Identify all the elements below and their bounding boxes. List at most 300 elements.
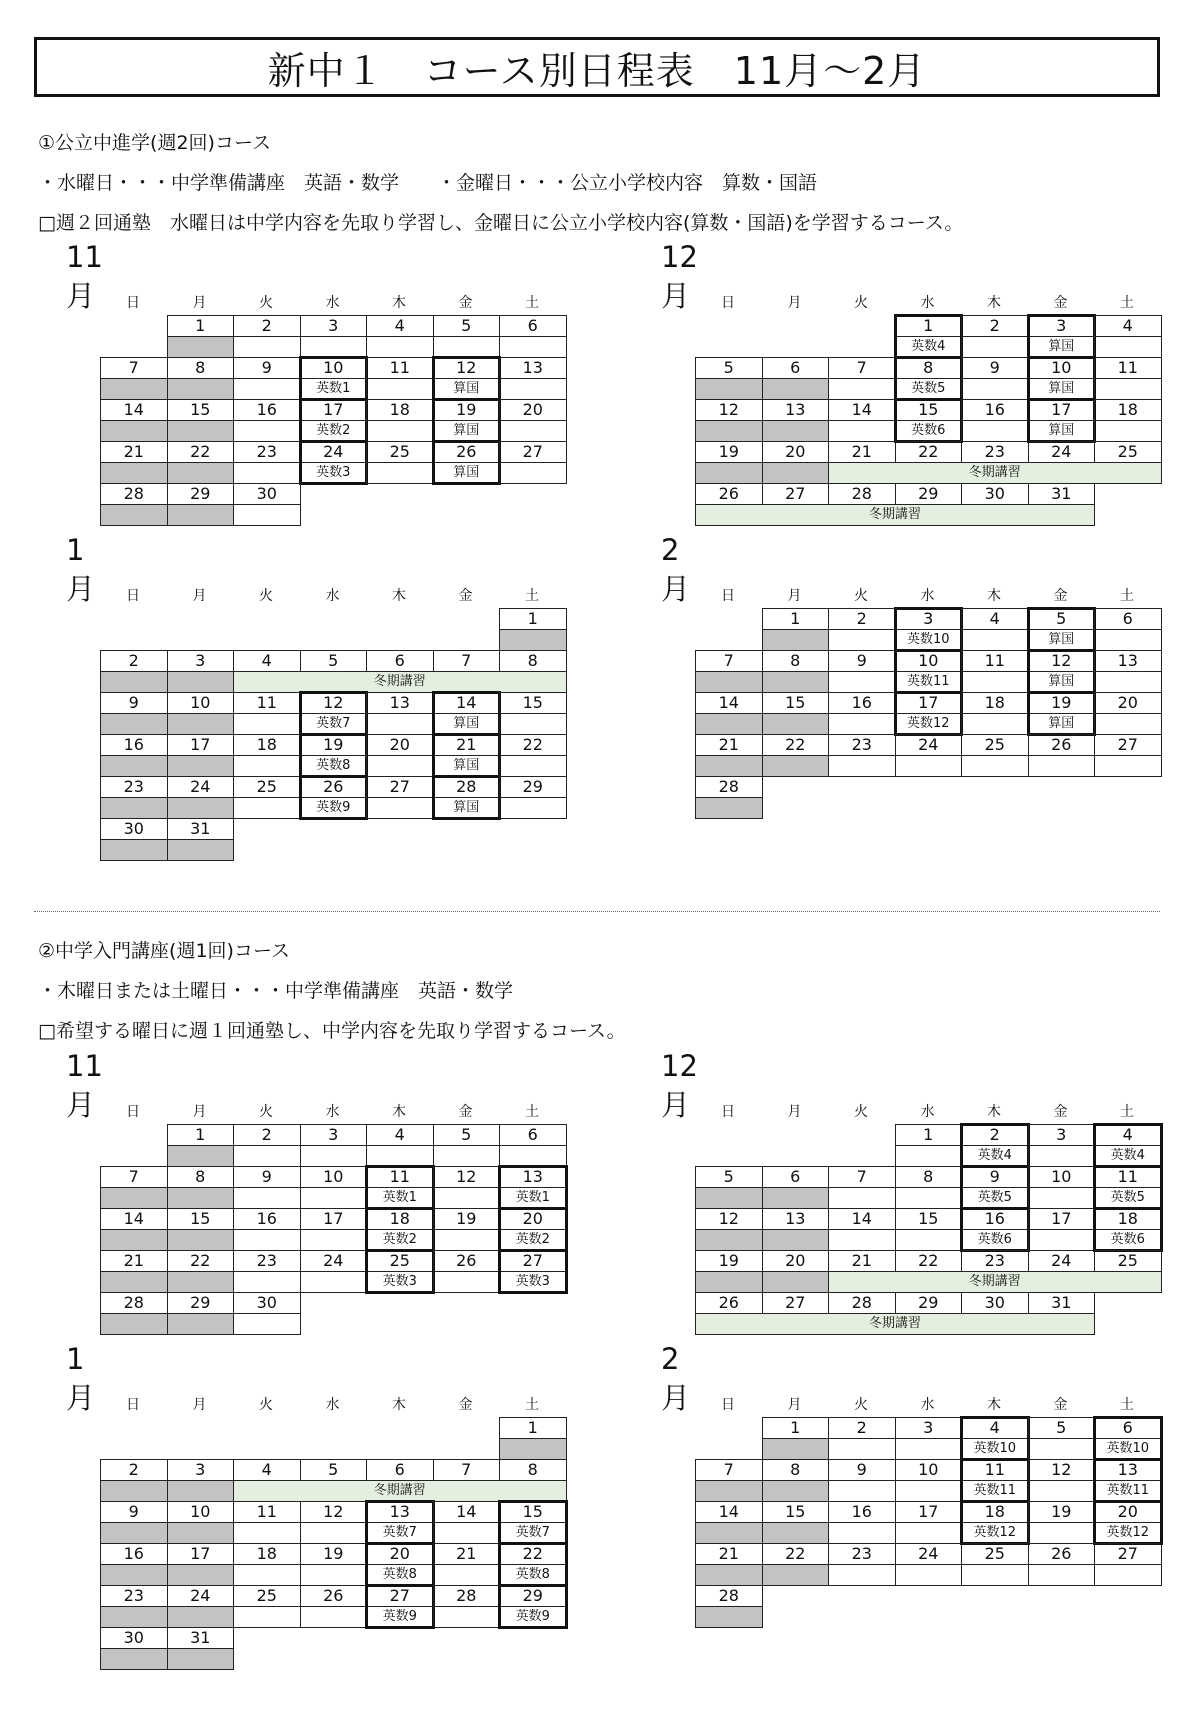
day-slot xyxy=(167,1313,235,1335)
day-slot xyxy=(167,1564,235,1586)
lesson-label: 算国 xyxy=(1028,713,1096,735)
day-slot xyxy=(961,336,1029,358)
day-slot xyxy=(167,1606,235,1628)
weekday-label: 水 xyxy=(325,1104,340,1120)
day-number: 2 xyxy=(100,650,168,672)
day-number: 30 xyxy=(233,1292,301,1314)
day-slot xyxy=(366,420,434,442)
lesson-label: 算国 xyxy=(433,713,501,735)
lesson-label: 英数2 xyxy=(300,420,368,442)
day-number: 22 xyxy=(762,734,830,756)
day-slot xyxy=(961,420,1029,442)
day-number: 12 xyxy=(433,357,501,379)
day-number: 1 xyxy=(499,608,567,630)
day-number: 18 xyxy=(233,734,301,756)
day-number: 5 xyxy=(695,1166,763,1188)
day-slot xyxy=(100,420,168,442)
weekday-label: 火 xyxy=(854,295,868,311)
lesson-label: 英数5 xyxy=(895,378,963,400)
day-number: 16 xyxy=(828,692,896,714)
day-slot xyxy=(100,462,168,484)
day-number: 25 xyxy=(1094,441,1162,463)
lesson-label: 英数3 xyxy=(366,1271,434,1293)
lesson-label: 英数10 xyxy=(961,1438,1029,1460)
weekday-label: 土 xyxy=(525,1397,539,1413)
day-slot xyxy=(895,1229,963,1251)
weekday-label: 金 xyxy=(458,1104,473,1120)
day-slot xyxy=(695,420,763,442)
day-number: 9 xyxy=(233,1166,301,1188)
day-slot xyxy=(695,1522,763,1544)
weekday-label: 月 xyxy=(787,588,802,604)
day-number: 21 xyxy=(100,441,168,463)
day-number: 14 xyxy=(433,692,501,714)
day-slot xyxy=(499,713,567,735)
lesson-label: 算国 xyxy=(433,420,501,442)
day-number: 8 xyxy=(499,650,567,672)
day-number: 19 xyxy=(695,441,763,463)
weekday-label: 金 xyxy=(1053,1397,1068,1413)
day-slot xyxy=(828,378,896,400)
day-number: 4 xyxy=(1094,315,1162,337)
section2-line1: ・木曜日または土曜日・・・中学準備講座 英語・数学 xyxy=(38,980,514,1002)
day-number: 8 xyxy=(762,650,830,672)
day-number: 23 xyxy=(828,1543,896,1565)
day-number: 20 xyxy=(762,1250,830,1272)
day-slot xyxy=(695,378,763,400)
day-slot xyxy=(167,462,235,484)
day-slot xyxy=(167,1480,235,1502)
weekday-label: 日 xyxy=(721,588,735,604)
day-slot xyxy=(100,755,168,777)
day-slot xyxy=(762,671,830,693)
lesson-label: 英数11 xyxy=(1094,1480,1162,1502)
day-slot xyxy=(100,1480,168,1502)
day-number: 20 xyxy=(366,1543,434,1565)
day-slot xyxy=(762,1480,830,1502)
day-number: 5 xyxy=(300,650,368,672)
day-number: 3 xyxy=(300,1124,368,1146)
day-number: 15 xyxy=(499,1501,567,1523)
day-number: 28 xyxy=(100,483,168,505)
day-number: 14 xyxy=(433,1501,501,1523)
day-number: 13 xyxy=(762,399,830,421)
day-slot xyxy=(1028,1480,1096,1502)
day-slot xyxy=(167,839,235,861)
day-number: 27 xyxy=(499,1250,567,1272)
day-number: 10 xyxy=(167,692,235,714)
day-slot xyxy=(828,1522,896,1544)
day-slot xyxy=(895,1438,963,1460)
day-slot xyxy=(828,755,896,777)
day-number: 12 xyxy=(695,1208,763,1230)
day-number: 21 xyxy=(100,1250,168,1272)
lesson-label: 英数9 xyxy=(499,1606,567,1628)
day-number: 9 xyxy=(961,1166,1029,1188)
day-slot xyxy=(167,1145,235,1167)
day-number: 8 xyxy=(499,1459,567,1481)
day-number: 17 xyxy=(167,1543,235,1565)
day-number: 31 xyxy=(1028,1292,1096,1314)
day-number: 21 xyxy=(828,441,896,463)
day-number: 2 xyxy=(961,315,1029,337)
day-number: 10 xyxy=(895,650,963,672)
lesson-label: 英数4 xyxy=(961,1145,1029,1167)
day-slot xyxy=(1094,336,1162,358)
day-number: 7 xyxy=(433,1459,501,1481)
weekday-label: 火 xyxy=(259,1397,273,1413)
day-number: 3 xyxy=(1028,1124,1096,1146)
day-number: 22 xyxy=(762,1543,830,1565)
day-slot xyxy=(695,1564,763,1586)
weekday-label: 土 xyxy=(1120,1104,1134,1120)
day-slot xyxy=(961,755,1029,777)
day-number: 30 xyxy=(233,483,301,505)
lesson-label: 英数12 xyxy=(961,1522,1029,1544)
day-slot xyxy=(895,1480,963,1502)
day-number: 13 xyxy=(499,357,567,379)
day-number: 15 xyxy=(499,692,567,714)
lesson-label: 算国 xyxy=(1028,420,1096,442)
day-slot xyxy=(762,1438,830,1460)
weekday-label: 火 xyxy=(854,588,868,604)
day-number: 16 xyxy=(233,399,301,421)
day-number: 13 xyxy=(762,1208,830,1230)
month-label: 12月 xyxy=(661,240,698,313)
day-number: 8 xyxy=(167,1166,235,1188)
day-slot xyxy=(366,713,434,735)
weekday-label: 日 xyxy=(721,1104,735,1120)
day-number: 19 xyxy=(1028,1501,1096,1523)
day-number: 15 xyxy=(762,1501,830,1523)
day-number: 22 xyxy=(167,1250,235,1272)
day-slot xyxy=(762,1229,830,1251)
lesson-label: 英数7 xyxy=(366,1522,434,1544)
day-slot xyxy=(499,462,567,484)
day-slot xyxy=(1028,1229,1096,1251)
weekday-label: 月 xyxy=(787,1104,802,1120)
day-number: 9 xyxy=(233,357,301,379)
day-number: 15 xyxy=(167,399,235,421)
day-slot xyxy=(167,504,235,526)
day-number: 26 xyxy=(1028,734,1096,756)
day-number: 14 xyxy=(100,1208,168,1230)
month-label: 2月 xyxy=(661,533,691,606)
day-number: 5 xyxy=(433,1124,501,1146)
weekday-label: 月 xyxy=(787,295,802,311)
day-number: 21 xyxy=(433,1543,501,1565)
day-number: 1 xyxy=(895,315,963,337)
day-slot xyxy=(1094,378,1162,400)
day-number: 18 xyxy=(366,1208,434,1230)
day-number: 28 xyxy=(828,1292,896,1314)
day-number: 21 xyxy=(828,1250,896,1272)
day-slot xyxy=(433,336,501,358)
day-number: 20 xyxy=(499,1208,567,1230)
section2-heading: ②中学入門講座(週1回)コース xyxy=(38,940,290,962)
winter-course-bar: 冬期講習 xyxy=(695,1313,1095,1335)
day-slot xyxy=(300,1271,368,1293)
day-number: 26 xyxy=(695,1292,763,1314)
day-slot xyxy=(828,420,896,442)
day-number: 27 xyxy=(1094,734,1162,756)
day-number: 17 xyxy=(895,1501,963,1523)
day-slot xyxy=(895,1522,963,1544)
day-slot xyxy=(895,1564,963,1586)
day-slot xyxy=(300,336,368,358)
day-number: 17 xyxy=(1028,399,1096,421)
day-number: 3 xyxy=(1028,315,1096,337)
day-slot xyxy=(100,1187,168,1209)
lesson-label: 英数6 xyxy=(1094,1229,1162,1251)
section1-line2: □週２回通塾 水曜日は中学内容を先取り学習し、金曜日に公立小学校内容(算数・国語)を学習するコース。 xyxy=(38,212,964,234)
day-slot xyxy=(233,1313,301,1335)
day-number: 25 xyxy=(366,441,434,463)
weekday-label: 金 xyxy=(1053,295,1068,311)
day-number: 5 xyxy=(300,1459,368,1481)
day-number: 23 xyxy=(961,1250,1029,1272)
weekday-label: 土 xyxy=(525,1104,539,1120)
day-number: 30 xyxy=(961,1292,1029,1314)
weekday-label: 水 xyxy=(920,1397,935,1413)
weekday-label: 木 xyxy=(987,588,1001,604)
day-number: 7 xyxy=(100,357,168,379)
day-number: 5 xyxy=(433,315,501,337)
day-slot xyxy=(1094,671,1162,693)
day-number: 6 xyxy=(499,315,567,337)
day-number: 19 xyxy=(433,399,501,421)
day-number: 24 xyxy=(167,1585,235,1607)
day-number: 7 xyxy=(695,1459,763,1481)
day-number: 24 xyxy=(1028,1250,1096,1272)
lesson-label: 英数1 xyxy=(499,1187,567,1209)
day-number: 2 xyxy=(233,1124,301,1146)
day-number: 6 xyxy=(762,357,830,379)
day-number: 2 xyxy=(828,608,896,630)
day-number: 19 xyxy=(300,734,368,756)
day-slot xyxy=(167,1187,235,1209)
weekday-label: 金 xyxy=(1053,588,1068,604)
weekday-label: 火 xyxy=(854,1397,868,1413)
day-number: 9 xyxy=(828,650,896,672)
day-number: 6 xyxy=(499,1124,567,1146)
day-slot xyxy=(499,629,567,651)
day-number: 9 xyxy=(100,1501,168,1523)
day-number: 12 xyxy=(433,1166,501,1188)
weekday-label: 水 xyxy=(920,295,935,311)
day-slot xyxy=(762,462,830,484)
day-slot xyxy=(762,1187,830,1209)
day-slot xyxy=(695,1229,763,1251)
day-number: 14 xyxy=(100,399,168,421)
day-slot xyxy=(100,713,168,735)
day-number: 7 xyxy=(828,1166,896,1188)
day-number: 23 xyxy=(233,1250,301,1272)
day-number: 16 xyxy=(100,734,168,756)
lesson-label: 英数12 xyxy=(1094,1522,1162,1544)
day-slot xyxy=(366,462,434,484)
lesson-label: 英数5 xyxy=(961,1187,1029,1209)
day-number: 29 xyxy=(167,1292,235,1314)
section1-heading: ①公立中進学(週2回)コース xyxy=(38,132,271,154)
day-number: 24 xyxy=(300,441,368,463)
day-slot xyxy=(366,336,434,358)
month-label: 1月 xyxy=(66,1342,96,1415)
day-number: 27 xyxy=(1094,1543,1162,1565)
day-slot xyxy=(762,629,830,651)
day-number: 7 xyxy=(100,1166,168,1188)
day-number: 25 xyxy=(961,734,1029,756)
day-number: 17 xyxy=(895,692,963,714)
day-number: 21 xyxy=(695,1543,763,1565)
day-slot xyxy=(1028,755,1096,777)
month-label: 11月 xyxy=(66,240,103,313)
day-slot xyxy=(233,1187,301,1209)
weekday-label: 火 xyxy=(854,1104,868,1120)
day-slot xyxy=(100,1564,168,1586)
day-slot xyxy=(762,378,830,400)
day-number: 14 xyxy=(828,399,896,421)
day-number: 4 xyxy=(961,608,1029,630)
lesson-label: 英数3 xyxy=(499,1271,567,1293)
day-number: 8 xyxy=(895,1166,963,1188)
day-number: 26 xyxy=(433,1250,501,1272)
day-slot xyxy=(167,671,235,693)
day-number: 4 xyxy=(961,1417,1029,1439)
day-slot xyxy=(167,420,235,442)
day-slot xyxy=(828,713,896,735)
day-slot xyxy=(1028,1564,1096,1586)
day-slot xyxy=(100,1606,168,1628)
day-number: 22 xyxy=(167,441,235,463)
weekday-label: 木 xyxy=(392,295,406,311)
day-slot xyxy=(695,1271,763,1293)
day-number: 6 xyxy=(1094,1417,1162,1439)
day-slot xyxy=(167,713,235,735)
day-number: 11 xyxy=(961,1459,1029,1481)
day-slot xyxy=(961,713,1029,735)
lesson-label: 英数12 xyxy=(895,713,963,735)
day-number: 1 xyxy=(762,608,830,630)
day-number: 25 xyxy=(233,1585,301,1607)
weekday-label: 木 xyxy=(392,1397,406,1413)
day-number: 10 xyxy=(167,1501,235,1523)
day-number: 6 xyxy=(762,1166,830,1188)
day-slot xyxy=(167,797,235,819)
day-slot xyxy=(433,1271,501,1293)
winter-course-bar: 冬期講習 xyxy=(828,462,1162,484)
day-number: 1 xyxy=(499,1417,567,1439)
day-slot xyxy=(300,1187,368,1209)
lesson-label: 英数10 xyxy=(895,629,963,651)
weekday-label: 土 xyxy=(525,295,539,311)
weekday-label: 日 xyxy=(721,295,735,311)
day-slot xyxy=(1094,629,1162,651)
day-slot xyxy=(499,1438,567,1460)
day-slot xyxy=(1094,420,1162,442)
weekday-label: 水 xyxy=(920,588,935,604)
day-slot xyxy=(1094,713,1162,735)
day-slot xyxy=(233,504,301,526)
day-number: 26 xyxy=(300,1585,368,1607)
day-number: 25 xyxy=(366,1250,434,1272)
lesson-label: 英数2 xyxy=(366,1229,434,1251)
weekday-label: 金 xyxy=(458,588,473,604)
lesson-label: 英数1 xyxy=(300,378,368,400)
weekday-label: 日 xyxy=(721,1397,735,1413)
day-slot xyxy=(1028,1438,1096,1460)
day-number: 25 xyxy=(961,1543,1029,1565)
day-slot xyxy=(100,1271,168,1293)
weekday-label: 土 xyxy=(1120,588,1134,604)
day-slot xyxy=(1094,1564,1162,1586)
day-slot xyxy=(695,462,763,484)
winter-course-bar: 冬期講習 xyxy=(828,1271,1162,1293)
day-slot xyxy=(499,797,567,819)
day-number: 3 xyxy=(895,608,963,630)
lesson-label: 算国 xyxy=(1028,629,1096,651)
day-slot xyxy=(1028,1145,1096,1167)
day-number: 8 xyxy=(167,357,235,379)
weekday-label: 日 xyxy=(126,1397,140,1413)
weekday-label: 木 xyxy=(987,1397,1001,1413)
day-number: 2 xyxy=(961,1124,1029,1146)
day-slot xyxy=(695,671,763,693)
day-slot xyxy=(895,1187,963,1209)
day-slot xyxy=(100,1648,168,1670)
day-slot xyxy=(100,1229,168,1251)
day-slot xyxy=(828,1438,896,1460)
day-number: 22 xyxy=(499,734,567,756)
day-number: 30 xyxy=(961,483,1029,505)
day-slot xyxy=(167,755,235,777)
day-number: 11 xyxy=(1094,1166,1162,1188)
lesson-label: 算国 xyxy=(433,462,501,484)
day-slot xyxy=(300,1229,368,1251)
day-number: 17 xyxy=(1028,1208,1096,1230)
day-number: 12 xyxy=(695,399,763,421)
day-number: 20 xyxy=(1094,692,1162,714)
day-slot xyxy=(233,797,301,819)
day-number: 10 xyxy=(300,357,368,379)
day-slot xyxy=(167,1271,235,1293)
winter-course-bar: 冬期講習 xyxy=(695,504,1095,526)
day-number: 15 xyxy=(167,1208,235,1230)
day-number: 5 xyxy=(1028,1417,1096,1439)
day-slot xyxy=(961,1564,1029,1586)
day-slot xyxy=(233,1271,301,1293)
lesson-label: 英数11 xyxy=(961,1480,1029,1502)
day-slot xyxy=(828,1187,896,1209)
day-slot xyxy=(100,378,168,400)
day-number: 19 xyxy=(433,1208,501,1230)
day-slot xyxy=(233,1145,301,1167)
day-number: 17 xyxy=(300,1208,368,1230)
day-slot xyxy=(695,1606,763,1628)
day-number: 11 xyxy=(961,650,1029,672)
day-number: 16 xyxy=(961,399,1029,421)
day-slot xyxy=(100,1522,168,1544)
day-number: 5 xyxy=(695,357,763,379)
day-slot xyxy=(233,1229,301,1251)
day-slot xyxy=(762,1271,830,1293)
day-number: 11 xyxy=(366,1166,434,1188)
day-number: 20 xyxy=(499,399,567,421)
weekday-label: 土 xyxy=(525,588,539,604)
day-number: 29 xyxy=(499,1585,567,1607)
day-number: 1 xyxy=(762,1417,830,1439)
weekday-label: 土 xyxy=(1120,295,1134,311)
